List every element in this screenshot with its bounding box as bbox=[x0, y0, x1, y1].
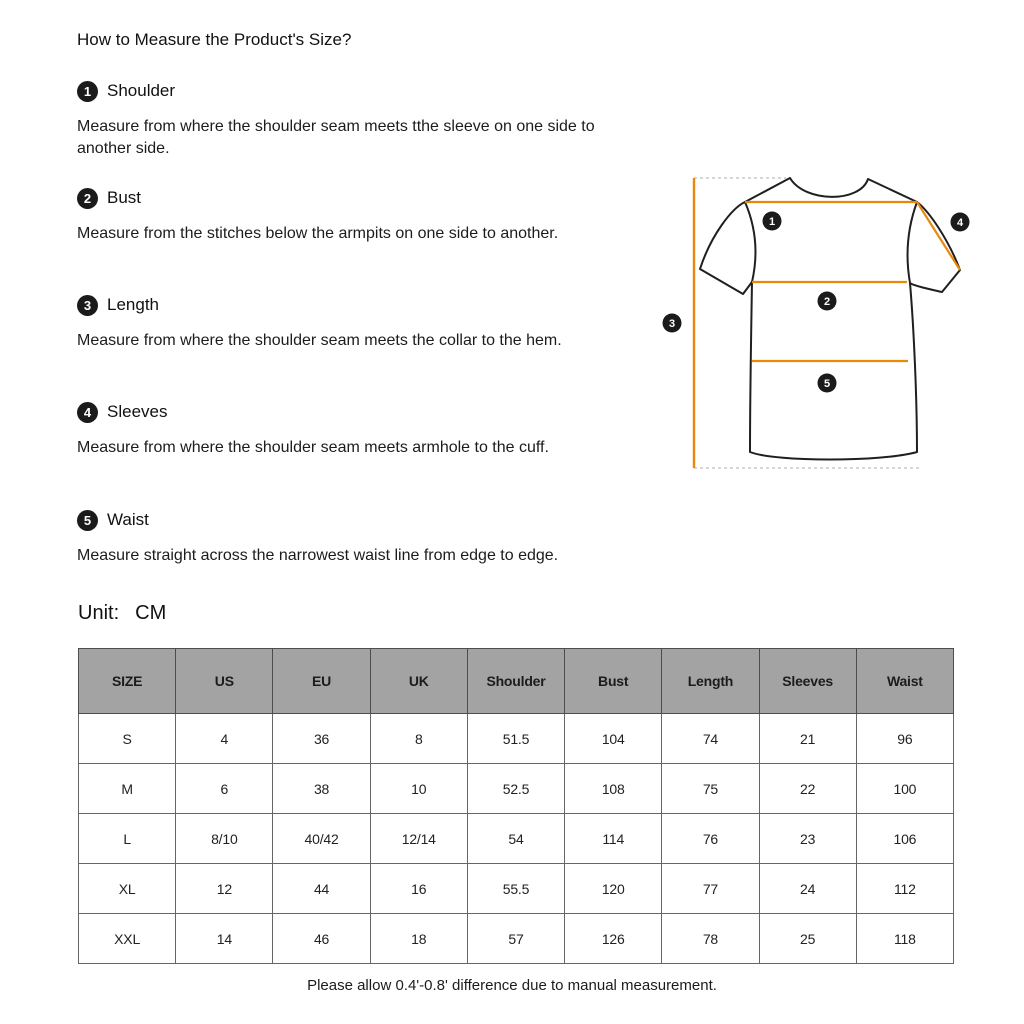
column-header: Waist bbox=[856, 649, 953, 714]
table-cell: 38 bbox=[273, 764, 370, 814]
step-description: Measure from the stitches below the armpits on one side to another. bbox=[77, 225, 559, 242]
table-cell: S bbox=[79, 714, 176, 764]
table-cell: XXL bbox=[79, 914, 176, 964]
table-cell: 10 bbox=[370, 764, 467, 814]
diagram-marker-2 bbox=[818, 292, 837, 311]
size-table-header-row bbox=[79, 649, 954, 714]
table-cell: 78 bbox=[662, 914, 759, 964]
step-number-badge: 1 bbox=[77, 81, 98, 102]
step-title: Shoulder bbox=[107, 81, 176, 100]
step-description: Measure from where the shoulder seam meets the collar to the hem. bbox=[77, 332, 562, 349]
unit-label: Unit: bbox=[78, 602, 120, 624]
size-table-body bbox=[79, 714, 954, 964]
table-cell: 8/10 bbox=[176, 814, 273, 864]
unit-row bbox=[78, 602, 166, 625]
table-cell: 108 bbox=[565, 764, 662, 814]
measure-step-bust bbox=[77, 187, 625, 245]
table-cell: 96 bbox=[856, 714, 953, 764]
table-cell: 54 bbox=[467, 814, 564, 864]
table-cell: 77 bbox=[662, 864, 759, 914]
column-header: Shoulder bbox=[467, 649, 564, 714]
step-number-badge: 3 bbox=[77, 295, 98, 316]
diagram-marker-5 bbox=[818, 374, 837, 393]
table-cell: 14 bbox=[176, 914, 273, 964]
table-cell: 104 bbox=[565, 714, 662, 764]
table-cell: 112 bbox=[856, 864, 953, 914]
measure-step-sleeves bbox=[77, 401, 625, 459]
step-number-badge: 2 bbox=[77, 188, 98, 209]
table-cell: L bbox=[79, 814, 176, 864]
table-cell: 18 bbox=[370, 914, 467, 964]
table-cell: 114 bbox=[565, 814, 662, 864]
table-row bbox=[79, 814, 954, 864]
table-row bbox=[79, 714, 954, 764]
table-cell: 51.5 bbox=[467, 714, 564, 764]
table-cell: 8 bbox=[370, 714, 467, 764]
column-header: UK bbox=[370, 649, 467, 714]
table-cell: XL bbox=[79, 864, 176, 914]
step-description: Measure from where the shoulder seam meets tthe sleeve on one side to another side. bbox=[77, 118, 595, 157]
step-description: Measure straight across the narrowest waist line from edge to edge. bbox=[77, 547, 559, 564]
diagram-marker-3 bbox=[663, 314, 682, 333]
step-title: Waist bbox=[107, 510, 149, 529]
table-cell: 24 bbox=[759, 864, 856, 914]
table-cell: 118 bbox=[856, 914, 953, 964]
tshirt-outline bbox=[700, 178, 960, 460]
table-cell: 23 bbox=[759, 814, 856, 864]
table-cell: 21 bbox=[759, 714, 856, 764]
step-title: Bust bbox=[107, 188, 142, 207]
svg-text:5: 5 bbox=[823, 378, 831, 390]
table-cell: 40/42 bbox=[273, 814, 370, 864]
step-description: Measure from where the shoulder seam meets armhole to the cuff. bbox=[77, 439, 549, 456]
measure-step-shoulder bbox=[77, 80, 625, 160]
table-cell: 46 bbox=[273, 914, 370, 964]
svg-text:2: 2 bbox=[823, 296, 831, 308]
column-header: Sleeves bbox=[759, 649, 856, 714]
step-number-badge: 5 bbox=[77, 510, 98, 531]
table-row bbox=[79, 864, 954, 914]
measurement-disclaimer: Please allow 0.4'-0.8' difference due to manual measurement. bbox=[307, 977, 717, 994]
column-header: EU bbox=[273, 649, 370, 714]
tshirt-measurement-diagram bbox=[640, 150, 1024, 490]
step-number-badge: 4 bbox=[77, 402, 98, 423]
column-header: Bust bbox=[565, 649, 662, 714]
measure-step-length bbox=[77, 294, 625, 352]
table-cell: 16 bbox=[370, 864, 467, 914]
table-cell: 100 bbox=[856, 764, 953, 814]
table-cell: 120 bbox=[565, 864, 662, 914]
table-cell: 6 bbox=[176, 764, 273, 814]
size-table bbox=[78, 648, 954, 964]
column-header: Length bbox=[662, 649, 759, 714]
column-header: US bbox=[176, 649, 273, 714]
svg-text:1: 1 bbox=[768, 216, 776, 228]
measure-step-waist bbox=[77, 509, 625, 567]
table-cell: 22 bbox=[759, 764, 856, 814]
svg-text:4: 4 bbox=[956, 217, 964, 229]
table-cell: 52.5 bbox=[467, 764, 564, 814]
table-cell: 126 bbox=[565, 914, 662, 964]
svg-text:3: 3 bbox=[668, 318, 676, 330]
table-cell: 12 bbox=[176, 864, 273, 914]
step-title: Length bbox=[107, 295, 159, 314]
table-cell: 55.5 bbox=[467, 864, 564, 914]
table-row bbox=[79, 914, 954, 964]
page-title: How to Measure the Product's Size? bbox=[77, 30, 352, 49]
table-cell: 74 bbox=[662, 714, 759, 764]
table-cell: 4 bbox=[176, 714, 273, 764]
table-cell: M bbox=[79, 764, 176, 814]
table-cell: 75 bbox=[662, 764, 759, 814]
table-cell: 25 bbox=[759, 914, 856, 964]
step-title: Sleeves bbox=[107, 402, 168, 421]
column-header: SIZE bbox=[79, 649, 176, 714]
unit-value: CM bbox=[135, 602, 167, 624]
table-row bbox=[79, 764, 954, 814]
diagram-marker-1 bbox=[763, 212, 782, 231]
table-cell: 44 bbox=[273, 864, 370, 914]
table-cell: 57 bbox=[467, 914, 564, 964]
table-cell: 76 bbox=[662, 814, 759, 864]
table-cell: 36 bbox=[273, 714, 370, 764]
table-cell: 106 bbox=[856, 814, 953, 864]
diagram-marker-4 bbox=[951, 213, 970, 232]
table-cell: 12/14 bbox=[370, 814, 467, 864]
